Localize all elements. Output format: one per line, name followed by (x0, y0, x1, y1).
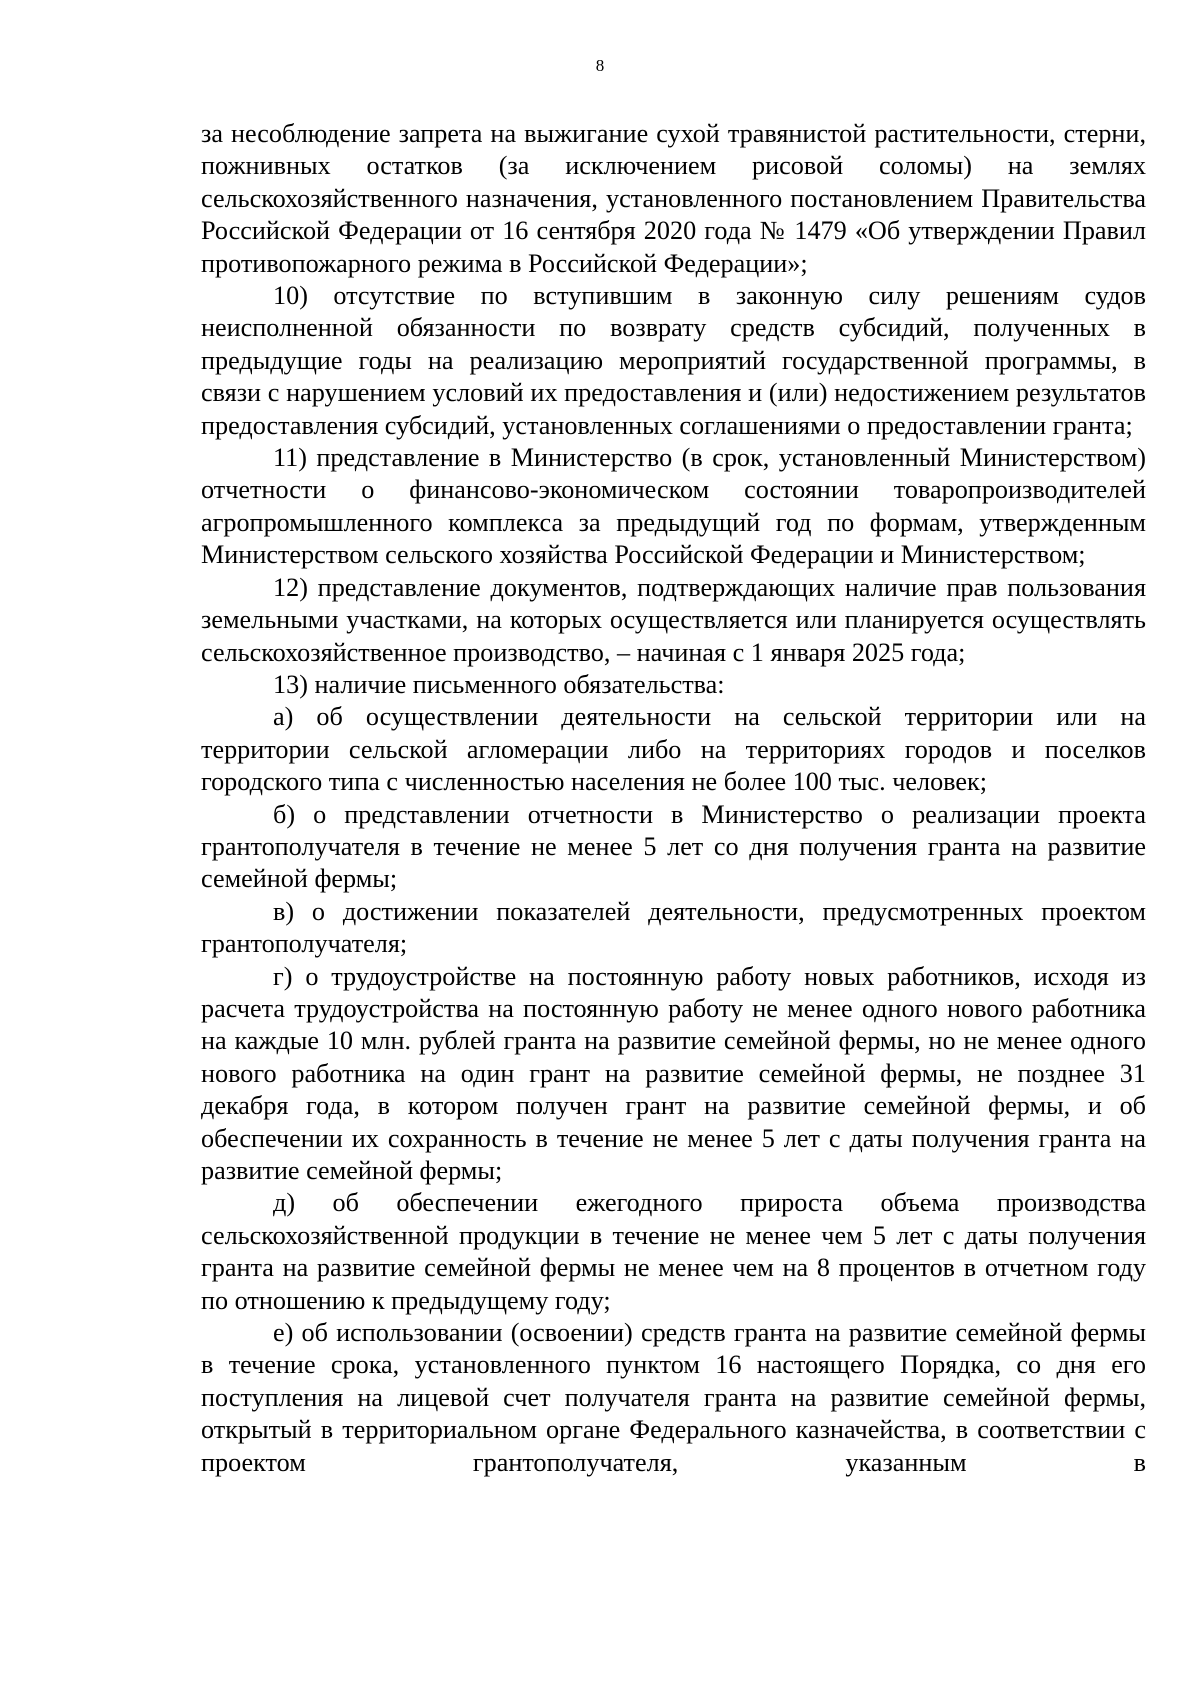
document-body (201, 118, 1146, 1479)
paragraph-subitem-g: г) о трудоустройстве на постоянную работу новых работников, исходя из расчета трудоустройства на постоянную работу не менее одного нового работника на каждые 10 млн. рублей гранта на развитие семейной фермы, но не менее одного нового работника на один грант на развитие семейной фермы, не позднее 31 декабря года, в котором получен грант на развитие семейной фермы, и об обеспечении их сохранность в течение не менее 5 лет с даты получения гранта на развитие семейной фермы; (201, 961, 1146, 1185)
paragraph-subitem-v: в) о достижении показателей деятельности, предусмотренных проектом грантополучателя; (201, 896, 1146, 959)
paragraph-subitem-d: д) об обеспечении ежегодного прироста объема производства сельскохозяйственной продукции в течение не менее чем 5 лет с даты получения гранта на развитие семейной фермы не менее чем на 8 процентов в отчетном году по отношению к предыдущему году; (201, 1188, 1146, 1315)
paragraph-item-12: 12) представление документов, подтверждающих наличие прав пользования земельными участками, на которых осуществляется или планируется осуществлять сельскохозяйственное производство, – начиная с 1 января 2025 года; (201, 572, 1146, 667)
paragraph-item-10: 10) отсутствие по вступившим в законную силу решениям судов неисполненной обязанности по возврату средств субсидий, полученных в предыдущие годы на реализацию мероприятий государственной программы, в связи с нарушением условий их предоставления и (или) недостижением результатов предоставления субсидий, установленных соглашениями о предоставлении гранта; (201, 281, 1146, 440)
paragraph-subitem-a: а) об осуществлении деятельности на сельской территории или на территории сельской агломерации либо на территориях городов и поселков городского типа с численностью населения не более 100 тыс. человек; (201, 702, 1146, 797)
paragraph-continuation: за несоблюдение запрета на выжигание сухой травянистой растительности, стерни, пожнивных остатков (за исключением рисовой соломы) на землях сельскохозяйственного назначения, установленного постановлением Правительства Российской Федерации от 16 сентября 2020 года № 1479 «Об утверждении Правил противопожарного режима в Российской Федерации»; (201, 119, 1146, 278)
paragraph-item-11: 11) представление в Министерство (в срок, установленный Министерством) отчетности о финансово-экономическом состоянии товаропроизводителей агропромышленного комплекса за предыдущий год по формам, утвержденным Министерством сельского хозяйства Российской Федерации и Министерством; (201, 443, 1146, 570)
paragraph-item-13: 13) наличие письменного обязательства: (273, 669, 725, 699)
paragraph-subitem-e: е) об использовании (освоении) средств гранта на развитие семейной фермы в течение срока, установленного пунктом 16 настоящего Порядка, со дня его поступления на лицевой счет получателя гранта на развитие семейной фермы, открытый в территориальном органе Федерального казначейства, в соответствии с проектом грантополучателя, указанным в (201, 1318, 1146, 1477)
page-number: 8 (595, 56, 605, 75)
paragraph-subitem-b: б) о представлении отчетности в Министерство о реализации проекта грантополучателя в течение не менее 5 лет со дня получения гранта на развитие семейной фермы; (201, 799, 1146, 894)
